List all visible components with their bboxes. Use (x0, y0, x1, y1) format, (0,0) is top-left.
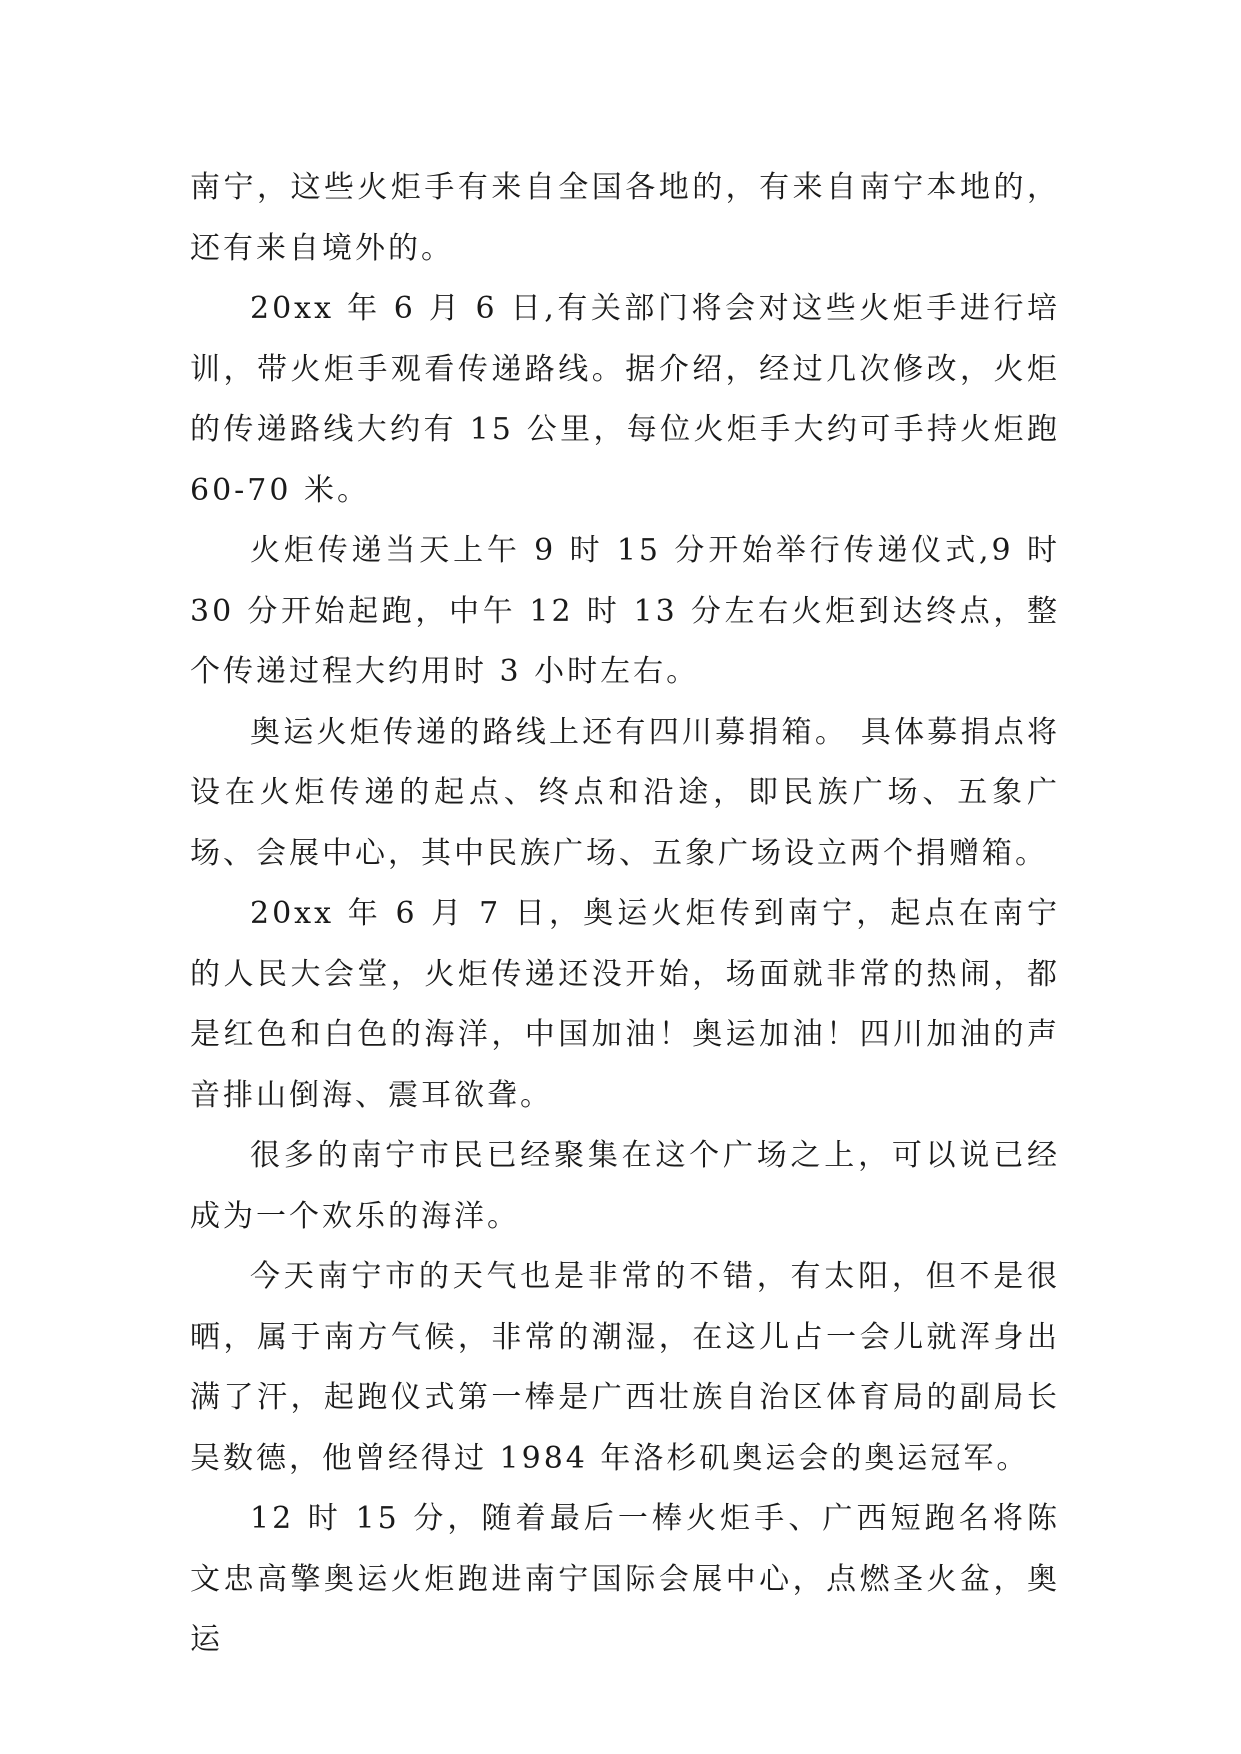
paragraph-schedule: 火炬传递当天上午 9 时 15 分开始举行传递仪式,9 时 30 分开始起跑，中午 12 时 13 分左右火炬到达终点，整个传递过程大约用时 3 小时左右。 (190, 533, 1060, 689)
document-body (190, 158, 1060, 1671)
paragraph-continuation: 南宁，这些火炬手有来自全国各地的，有来自南宁本地的，还有来自境外的。 (190, 170, 1060, 266)
paragraph-arrival: 20xx 年 6 月 7 日，奥运火炬传到南宁，起点在南宁的人民大会堂，火炬传递还没开始，场面就非常的热闹，都是红色和白色的海洋，中国加油！奥运加油！四川加油的声音排山倒海、震耳欲聋。 (190, 896, 1060, 1113)
paragraph-training: 20xx 年 6 月 6 日,有关部门将会对这些火炬手进行培训，带火炬手观看传递路线。据介绍，经过几次修改，火炬的传递路线大约有 15 公里，每位火炬手大约可手持火炬跑 60-70 米。 (190, 291, 1060, 508)
paragraph-donation-boxes: 奥运火炬传递的路线上还有四川募捐箱。 具体募捐点将设在火炬传递的起点、终点和沿途，即民族广场、五象广场、会展中心，其中民族广场、五象广场设立两个捐赠箱。 (190, 714, 1060, 871)
paragraph-final-runner: 12 时 15 分，随着最后一棒火炬手、广西短跑名将陈文忠高擎奥运火炬跑进南宁国际会展中心，点燃圣火盆，奥运 (190, 1501, 1060, 1657)
paragraph-crowd: 很多的南宁市民已经聚集在这个广场之上，可以说已经成为一个欢乐的海洋。 (190, 1138, 1060, 1234)
paragraph-weather: 今天南宁市的天气也是非常的不错，有太阳，但不是很晒，属于南方气候，非常的潮湿，在这儿占一会儿就浑身出满了汗，起跑仪式第一棒是广西壮族自治区体育局的副局长吴数德，他曾经得过 1984 年洛杉矶奥运会的奥运冠军。 (190, 1259, 1060, 1476)
